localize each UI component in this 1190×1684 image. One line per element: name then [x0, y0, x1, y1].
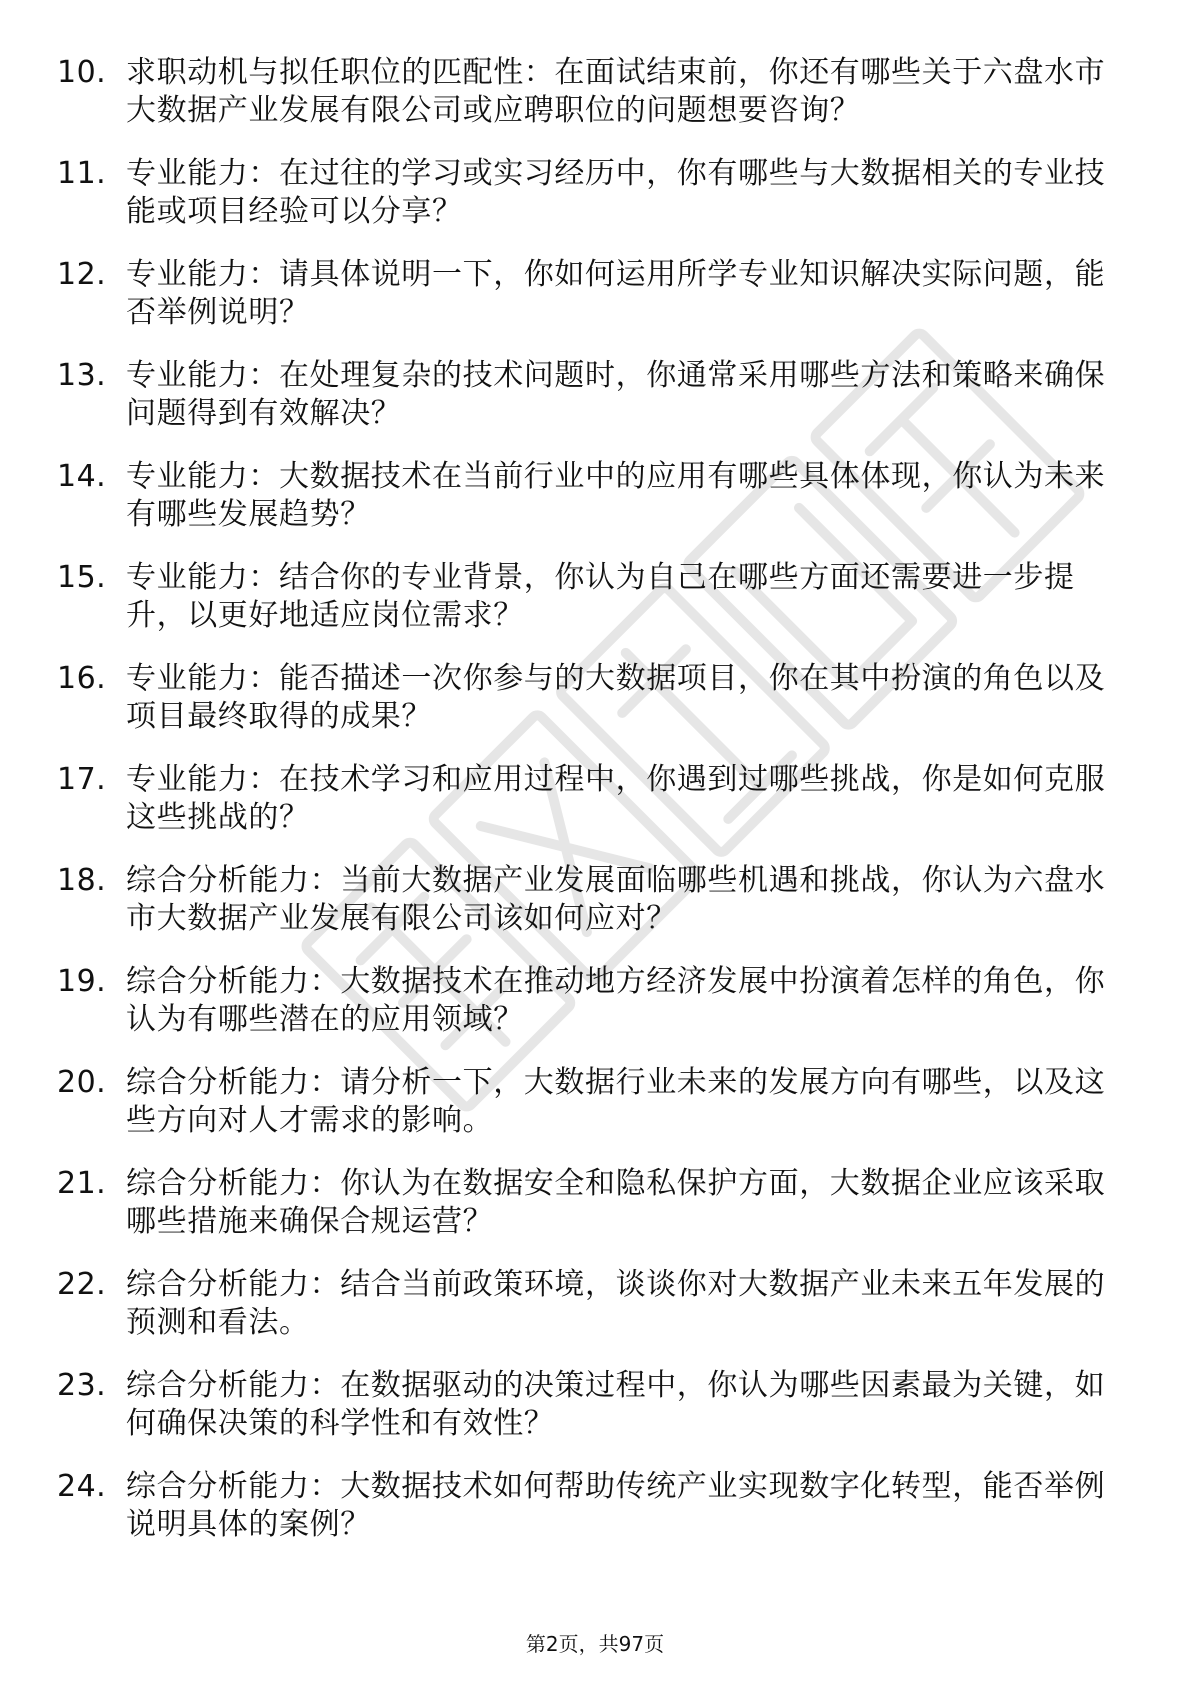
question-number: 12.: [57, 257, 107, 292]
question-item: [0, 155, 1190, 256]
question-number: 20.: [57, 1065, 107, 1100]
question-item: [0, 1468, 1190, 1569]
question-item: [0, 660, 1190, 761]
question-text: 综合分析能力：当前大数据产业发展面临哪些机遇和挑战，你认为六盘水市大数据产业发展有限公司该如何应对？: [126, 863, 1106, 936]
question-item: [0, 1367, 1190, 1468]
question-text: 综合分析能力：结合当前政策环境，谈谈你对大数据产业未来五年发展的预测和看法。: [126, 1267, 1106, 1340]
page-footer: [0, 1631, 1190, 1657]
question-text: 专业能力：在过往的学习或实习经历中，你有哪些与大数据相关的专业技能或项目经验可以分享？: [126, 156, 1106, 229]
question-number: 21.: [57, 1166, 107, 1201]
question-item: [0, 458, 1190, 559]
page-number-label: 第2页，共97页: [525, 1632, 665, 1656]
question-text: 求职动机与拟任职位的匹配性：在面试结束前，你还有哪些关于六盘水市大数据产业发展有限公司或应聘职位的问题想要咨询？: [126, 55, 1106, 128]
question-number: 10.: [57, 55, 107, 90]
question-text: 综合分析能力：大数据技术在推动地方经济发展中扮演着怎样的角色，你认为有哪些潜在的应用领域？: [126, 964, 1106, 1037]
question-text: 专业能力：结合你的专业背景，你认为自己在哪些方面还需要进一步提升，以更好地适应岗位需求？: [126, 560, 1075, 633]
question-text: 专业能力：在技术学习和应用过程中，你遇到过哪些挑战，你是如何克服这些挑战的？: [126, 762, 1106, 835]
question-item: [0, 862, 1190, 963]
question-text: 综合分析能力：在数据驱动的决策过程中，你认为哪些因素最为关键，如何确保决策的科学性和有效性？: [126, 1368, 1106, 1441]
question-item: [0, 963, 1190, 1064]
question-number: 15.: [57, 560, 107, 595]
question-item: [0, 559, 1190, 660]
question-item: [0, 1064, 1190, 1165]
question-number: 23.: [57, 1368, 107, 1403]
question-item: [0, 1266, 1190, 1367]
question-text: 综合分析能力：请分析一下，大数据行业未来的发展方向有哪些，以及这些方向对人才需求的影响。: [126, 1065, 1106, 1138]
question-number: 22.: [57, 1267, 107, 1302]
question-item: [0, 761, 1190, 862]
question-text: 专业能力：大数据技术在当前行业中的应用有哪些具体体现，你认为未来有哪些发展趋势？: [126, 459, 1106, 532]
question-number: 24.: [57, 1469, 107, 1504]
question-number: 14.: [57, 459, 107, 494]
question-item: [0, 256, 1190, 357]
question-number: 16.: [57, 661, 107, 696]
question-text: 综合分析能力：大数据技术如何帮助传统产业实现数字化转型，能否举例说明具体的案例？: [126, 1469, 1106, 1542]
question-list: [0, 54, 1190, 1569]
question-item: [0, 1165, 1190, 1266]
question-item: [0, 357, 1190, 458]
question-number: 18.: [57, 863, 107, 898]
question-text: 专业能力：请具体说明一下，你如何运用所学专业知识解决实际问题，能否举例说明？: [126, 257, 1106, 330]
question-text: 综合分析能力：你认为在数据安全和隐私保护方面，大数据企业应该采取哪些措施来确保合规运营？: [126, 1166, 1106, 1239]
question-number: 17.: [57, 762, 107, 797]
question-text: 专业能力：能否描述一次你参与的大数据项目，你在其中扮演的角色以及项目最终取得的成果？: [126, 661, 1106, 734]
question-number: 13.: [57, 358, 107, 393]
question-text: 专业能力：在处理复杂的技术问题时，你通常采用哪些方法和策略来确保问题得到有效解决？: [126, 358, 1106, 431]
question-number: 19.: [57, 964, 107, 999]
question-number: 11.: [57, 156, 107, 191]
question-item: [0, 54, 1190, 155]
